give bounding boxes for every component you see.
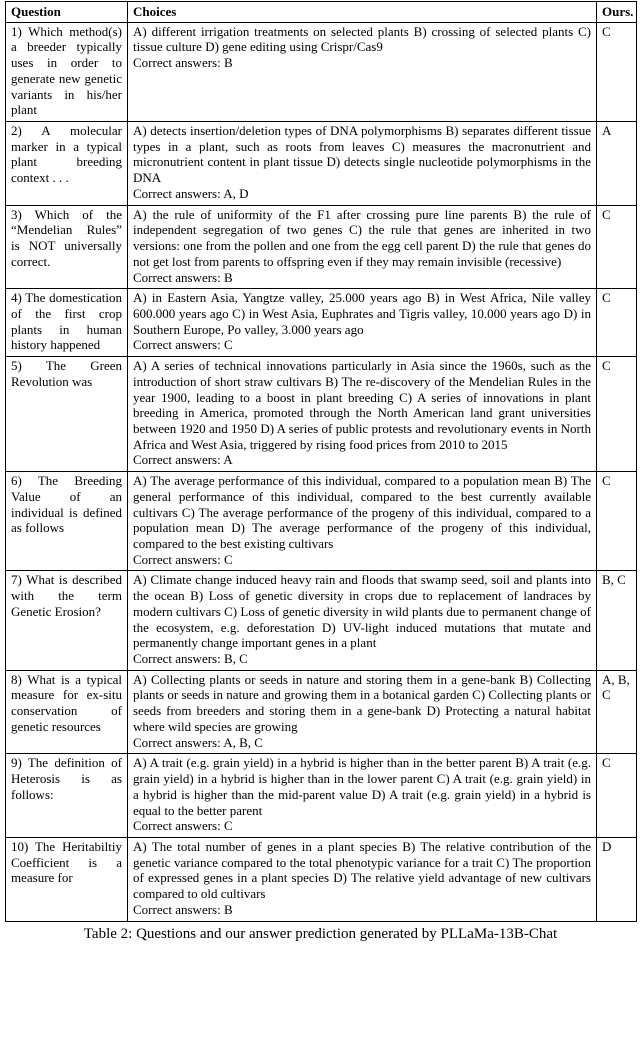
- choices-text: A) The average performance of this individual, compared to a population mean B) The general performance of this individual, compared to the best currently available cultivars C) The average performance of the progeny of this individual, compared to a population mean D) The average performance of the progeny of this individual, compared to the best existing cultivars: [133, 473, 591, 551]
- choices-text: A) the rule of uniformity of the F1 after crossing pure line parents B) the rule of independent segregation of two genes C) the rule that genes are inherited in two versions: one from the pollen and one from the egg cell parent D) the rule that genes do not get lost from parents to offspring even if they may remain invisible (recessive): [133, 206, 591, 269]
- correct-answers-line: Correct answers: B: [133, 269, 233, 285]
- table-row: [6, 670, 637, 754]
- ours-cell: C: [597, 472, 637, 571]
- ours-cell: C: [597, 754, 637, 838]
- table-row: [6, 289, 637, 357]
- choices-text: A) different irrigation treatments on selected plants B) crossing of selected plants C) tissue culture D) gene editing using Crispr/Cas9: [133, 23, 591, 55]
- ours-cell: C: [597, 205, 637, 289]
- ours-cell: C: [597, 22, 637, 121]
- choices-text: A) The total number of genes in a plant species B) The relative contribution of the genetic variance compared to the total phenotypic variance for a trait C) The proportion of expressed genes in a plant species D) The relative yield advantage of new cultivars compared to old cultivars: [133, 838, 591, 902]
- ours-cell: D: [597, 837, 637, 921]
- choices-cell: [128, 837, 597, 921]
- correct-answers-line: Correct answers: C: [133, 337, 233, 353]
- correct-answers-line: Correct answers: A, B, C: [133, 734, 263, 750]
- ours-cell: A, B, C: [597, 670, 637, 754]
- correct-answers-line: Correct answers: B: [133, 55, 233, 71]
- correct-answers-line: Correct answers: A: [133, 452, 233, 468]
- question-cell: 5) The Green Revolution was: [6, 357, 128, 472]
- choices-text: A) A series of technical innovations particularly in Asia since the 1960s, such as the introduction of short straw cultivars B) The re-discovery of the Mendelian Rules in the year 1900, leading to a boost in plant breeding C) A series of innovations in plant breeding in America, promoted through the North American land grant universities between 1920 and 1950 D) A series of public protests and revolutionary events in North Africa and West Asia, triggered by rising food prices from 2010 to 2015: [133, 358, 591, 452]
- col-header-ours: Ours.: [597, 2, 637, 23]
- question-cell: 9) The definition of Heterosis is as follows:: [6, 754, 128, 838]
- choices-cell: [128, 22, 597, 121]
- choices-cell: [128, 357, 597, 472]
- table-row: [6, 205, 637, 289]
- choices-text: A) in Eastern Asia, Yangtze valley, 25.000 years ago B) in West Africa, Nile valley 600.000 years ago C) in West Asia, Euphrates and Tigris valley, 10.000 years ago D) in Southern Europe, Po valley, 3.000 years ago: [133, 290, 591, 337]
- choices-text: A) Climate change induced heavy rain and floods that swamp seed, soil and plants into the ocean B) Loss of genetic diversity in crops due to replacement of landraces by modern cultivars C) Loss of genetic diversity in wild plants due to permanent change of the ecosystem, e.g. deforestation D) UV-light induced mutations that mutate and permanently change important genes in a plant: [133, 572, 591, 651]
- table-row: [6, 754, 637, 838]
- col-header-choices: Choices: [128, 2, 597, 23]
- ours-cell: C: [597, 357, 637, 472]
- correct-answers-line: Correct answers: C: [133, 551, 233, 567]
- table-row: [6, 122, 637, 206]
- correct-answers-line: Correct answers: B: [133, 901, 233, 917]
- choices-cell: [128, 670, 597, 754]
- table-row: [6, 837, 637, 921]
- choices-cell: [128, 571, 597, 670]
- questions-table: [5, 1, 637, 922]
- table-row: [6, 571, 637, 670]
- table-row: [6, 472, 637, 571]
- ours-cell: B, C: [597, 571, 637, 670]
- header-row: [6, 2, 637, 23]
- correct-answers-line: Correct answers: B, C: [133, 651, 248, 667]
- question-cell: 8) What is a typical measure for ex-situ conservation of genetic resources: [6, 670, 128, 754]
- choices-text: A) Collecting plants or seeds in nature and storing them in a gene-bank B) Collecting plants or seeds in nature and growing them in a botanical garden C) Collecting plants or seeds from breeders and storing them in a gene-bank D) Protecting a natural habitat where wild species are growing: [133, 671, 591, 734]
- choices-cell: [128, 472, 597, 571]
- table-row: [6, 357, 637, 472]
- choices-cell: [128, 122, 597, 206]
- question-cell: 6) The Breeding Value of an individual is defined as follows: [6, 472, 128, 571]
- choices-cell: [128, 289, 597, 357]
- table-caption: Table 2: Questions and our answer prediction generated by PLLaMa-13B-Chat: [83, 925, 558, 942]
- question-cell: 1) Which method(s) a breeder typically uses in order to generate new genetic variants in his/her plant: [6, 22, 128, 121]
- question-cell: 3) Which of the “Mendelian Rules” is NOT universally correct.: [6, 205, 128, 289]
- question-cell: 4) The domestication of the first crop plants in human history happened: [6, 289, 128, 357]
- correct-answers-line: Correct answers: A, D: [133, 185, 249, 201]
- choices-cell: [128, 754, 597, 838]
- col-header-question: Question: [6, 2, 128, 23]
- choices-text: A) A trait (e.g. grain yield) in a hybrid is higher than in the better parent B) A trait (e.g. grain yield) in a hybrid is higher than in the lower parent C) A trait (e.g. grain yield) in a hybrid is higher than the mid-parent value D) A trait (e.g. grain yield) in a hybrid is equal to the better parent: [133, 755, 591, 818]
- ours-cell: A: [597, 122, 637, 206]
- choices-cell: [128, 205, 597, 289]
- question-cell: 7) What is described with the term Genetic Erosion?: [6, 571, 128, 670]
- correct-answers-line: Correct answers: C: [133, 818, 233, 834]
- ours-cell: C: [597, 289, 637, 357]
- question-cell: 10) The Heritabiltiy Coefficient is a measure for: [6, 837, 128, 921]
- question-cell: 2) A molecular marker in a typical plant breeding context . . .: [6, 122, 128, 206]
- choices-text: A) detects insertion/deletion types of DNA polymorphisms B) separates different tissue types in a plant, such as roots from leaves C) measures the macronutrient and micronutrient content in plant tissue D) detects single nucleotide polymorphisms in the DNA: [133, 123, 591, 186]
- table-row: [6, 22, 637, 121]
